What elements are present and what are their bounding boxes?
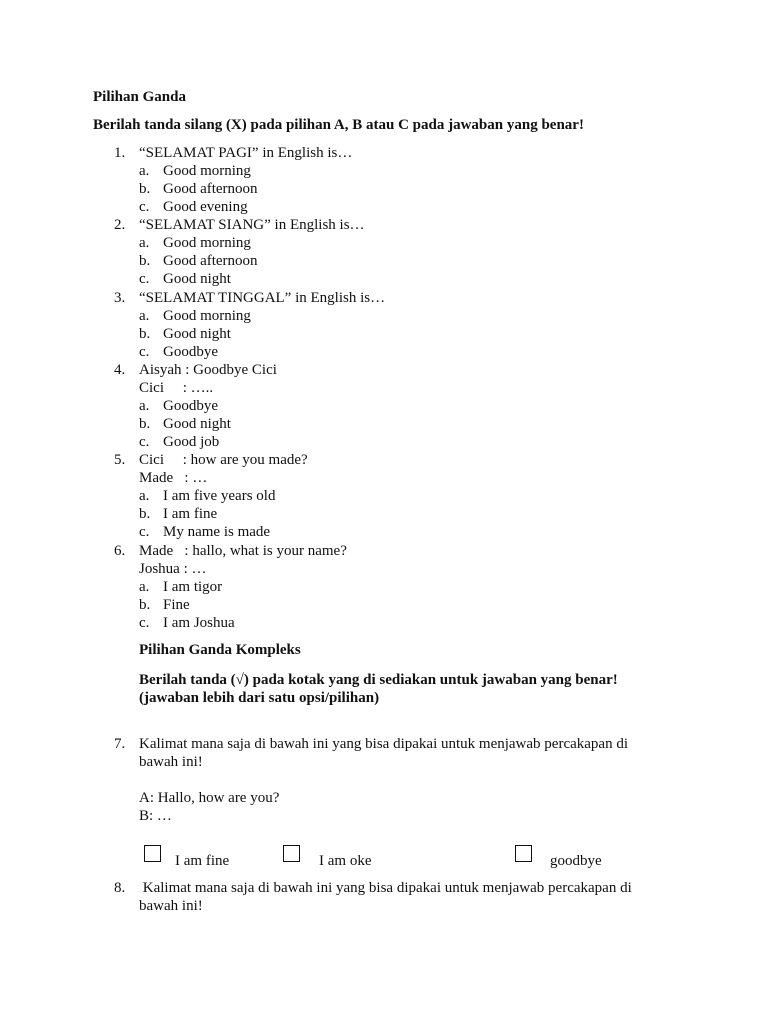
option-text: Good job xyxy=(163,434,220,450)
option-letter: b. xyxy=(139,253,151,269)
question-text: bawah ini! xyxy=(139,898,203,914)
option-text: Good night xyxy=(163,326,231,342)
option-text: Goodbye xyxy=(163,344,218,360)
question-number: 8. xyxy=(114,880,126,896)
option-letter: a. xyxy=(139,163,150,179)
option-text: Good morning xyxy=(163,163,251,179)
question-number: 7. xyxy=(114,736,126,752)
option-letter: c. xyxy=(139,344,150,360)
option-text: Good night xyxy=(163,271,231,287)
question-number: 5. xyxy=(114,452,126,468)
section-title: Pilihan Ganda Kompleks xyxy=(139,642,301,658)
dialog-line: Joshua : … xyxy=(139,561,207,577)
dialog-line: A: Hallo, how are you? xyxy=(139,790,280,806)
option-text: Good afternoon xyxy=(163,253,258,269)
option-letter: c. xyxy=(139,524,150,540)
option-text: Good afternoon xyxy=(163,181,258,197)
option-letter: a. xyxy=(139,308,150,324)
question-text: Kalimat mana saja di bawah ini yang bisa dipakai untuk menjawab percakapan di xyxy=(139,736,629,752)
question-number: 3. xyxy=(114,290,126,306)
dialog-line: Cici : ….. xyxy=(139,380,214,396)
question-text: Kalimat mana saja di bawah ini yang bisa dipakai untuk menjawab percakapan di xyxy=(139,880,632,896)
section-instruction: Berilah tanda (√) pada kotak yang di sediakan untuk jawaban yang benar! xyxy=(139,672,618,688)
option-letter: b. xyxy=(139,416,151,432)
question-number: 6. xyxy=(114,543,126,559)
option-letter: a. xyxy=(139,488,150,504)
option-letter: b. xyxy=(139,326,151,342)
checkbox[interactable] xyxy=(144,845,161,862)
dialog-line: Made : … xyxy=(139,470,208,486)
question-text: bawah ini! xyxy=(139,754,203,770)
option-letter: a. xyxy=(139,398,150,414)
question-text: “SELAMAT SIANG” in English is… xyxy=(139,217,365,233)
question-text: “SELAMAT TINGGAL” in English is… xyxy=(139,290,386,306)
option-letter: b. xyxy=(139,597,151,613)
option-letter: c. xyxy=(139,199,150,215)
choice-label: I am fine xyxy=(175,853,230,869)
question-number: 4. xyxy=(114,362,126,378)
option-letter: a. xyxy=(139,235,150,251)
question-number: 1. xyxy=(114,145,126,161)
choice-label: goodbye xyxy=(550,853,602,869)
question-text: “SELAMAT PAGI” in English is… xyxy=(139,145,353,161)
option-text: Good evening xyxy=(163,199,248,215)
option-text: Good morning xyxy=(163,235,251,251)
question-number: 2. xyxy=(114,217,126,233)
checkbox[interactable] xyxy=(515,845,532,862)
option-text: Good night xyxy=(163,416,231,432)
checkbox[interactable] xyxy=(283,845,300,862)
option-text: I am fine xyxy=(163,506,218,522)
option-text: Fine xyxy=(163,597,190,613)
option-text: Good morning xyxy=(163,308,251,324)
dialog-line: Made : hallo, what is your name? xyxy=(139,543,347,559)
option-letter: a. xyxy=(139,579,150,595)
option-text: My name is made xyxy=(163,524,271,540)
section-title: Pilihan Ganda xyxy=(93,89,186,105)
option-letter: c. xyxy=(139,271,150,287)
option-text: Goodbye xyxy=(163,398,218,414)
dialog-line: Aisyah : Goodbye Cici xyxy=(139,362,277,378)
dialog-line: Cici : how are you made? xyxy=(139,452,308,468)
option-letter: c. xyxy=(139,615,150,631)
option-letter: b. xyxy=(139,506,151,522)
dialog-line: B: … xyxy=(139,808,172,824)
section-instruction: (jawaban lebih dari satu opsi/pilihan) xyxy=(139,690,380,706)
option-letter: b. xyxy=(139,181,151,197)
option-text: I am five years old xyxy=(163,488,276,504)
option-letter: c. xyxy=(139,434,150,450)
section-instruction: Berilah tanda silang (X) pada pilihan A, B atau C pada jawaban yang benar! xyxy=(93,117,584,133)
choice-label: I am oke xyxy=(319,853,372,869)
option-text: I am Joshua xyxy=(163,615,235,631)
option-text: I am tigor xyxy=(163,579,223,595)
